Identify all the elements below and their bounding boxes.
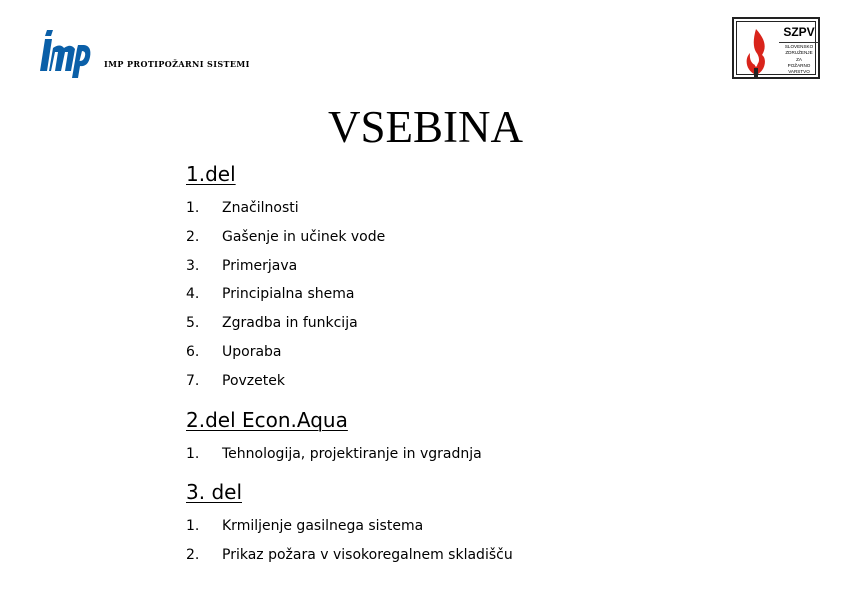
item-text: Primerjava: [222, 258, 298, 274]
item-text: Prikaz požara v visokoregalnem skladišču: [222, 547, 513, 563]
item-number: 1.: [186, 200, 200, 216]
item-number: 5.: [186, 315, 200, 331]
item-text: Uporaba: [222, 344, 282, 360]
company-name: IMP PROTIPOŽARNI SISTEMI: [104, 59, 250, 69]
item-text: Gašenje in učinek vode: [222, 229, 386, 245]
szpv-badge: [732, 17, 820, 79]
item-number: 3.: [186, 258, 200, 274]
item-text: Tehnologija, projektiranje in vgradnja: [222, 446, 482, 462]
item-text: Zgradba in funkcija: [222, 315, 358, 331]
item-number: 1.: [186, 446, 200, 462]
section-heading: 3. del: [186, 480, 242, 504]
szpv-full-name: SLOVENSKO ZDRUŽENJE ZA POŽARNO VARSTVO: [784, 44, 814, 75]
imp-logo: [40, 30, 92, 78]
item-text: Principialna shema: [222, 286, 355, 302]
item-text: Povzetek: [222, 373, 285, 389]
section-heading: 1.del: [186, 162, 236, 186]
page-title: VSEBINA: [328, 102, 524, 152]
item-number: 2.: [186, 229, 200, 245]
item-number: 7.: [186, 373, 200, 389]
item-number: 1.: [186, 518, 200, 534]
item-number: 6.: [186, 344, 200, 360]
item-number: 2.: [186, 547, 200, 563]
szpv-badge-frame: [736, 21, 816, 75]
section-heading: 2.del Econ.Aqua: [186, 408, 348, 432]
flame-icon: [741, 27, 771, 77]
item-text: Krmiljenje gasilnega sistema: [222, 518, 424, 534]
item-text: Značilnosti: [222, 200, 299, 216]
item-number: 4.: [186, 286, 200, 302]
szpv-abbr: SZPV: [779, 23, 819, 43]
